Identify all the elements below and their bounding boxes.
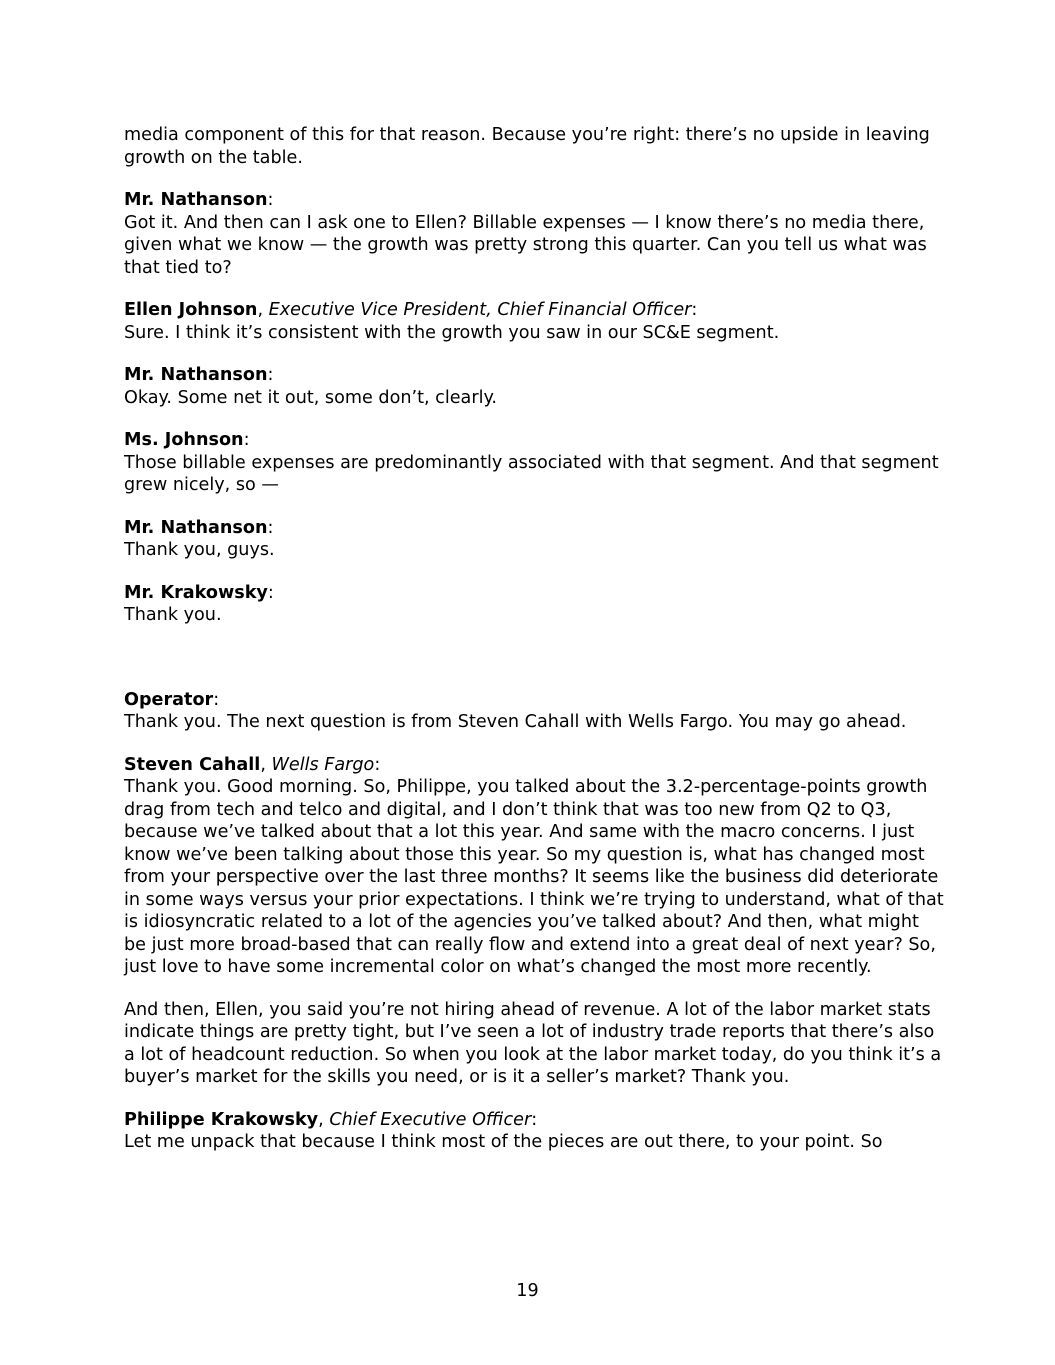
speaker-name: Ellen Johnson	[124, 300, 258, 320]
speaker-text: Thank you.	[124, 605, 222, 625]
transcript-paragraph	[124, 999, 944, 1089]
speaker-line: Mr. Krakowsky:	[124, 582, 274, 603]
speaker-title: Executive Vice President, Chief Financial Officer	[268, 300, 692, 320]
speaker-line: Philippe Krakowsky, Chief Executive Officer:	[124, 1109, 538, 1130]
speaker-turn	[124, 517, 944, 562]
speaker-turn	[124, 1109, 944, 1154]
speaker-line: Ms. Johnson:	[124, 430, 250, 450]
page-number: 19	[516, 1281, 539, 1301]
paragraph-text: And then, Ellen, you said you’re not hiring ahead of revenue. A lot of the labor market stats indicate things are pretty tight, but I’ve seen a lot of industry trade reports that there’s also a lot of headcount reduction. So when you look at the labor market today, do you think it’s a buyer’s market for the skills you need, or is it a seller’s market? Thank you.	[124, 999, 942, 1087]
speaker-name: Mr. Nathanson	[124, 190, 268, 210]
speaker-name: Mr. Nathanson	[124, 365, 268, 385]
speaker-line: Operator:	[124, 689, 220, 710]
speaker-text: Thank you. The next question is from Steven Cahall with Wells Fargo. You may go ahead.	[124, 712, 907, 732]
speaker-text: Those billable expenses are predominantly associated with that segment. And that segment grew nicely, so —	[124, 452, 939, 495]
speaker-title: Wells Fargo	[271, 754, 375, 775]
speaker-name: Steven Cahall	[124, 754, 261, 775]
transcript-paragraph	[124, 124, 944, 169]
speaker-turn	[124, 299, 944, 344]
speaker-line: Mr. Nathanson:	[124, 190, 274, 210]
speaker-title: Chief Executive Officer	[329, 1109, 532, 1130]
speaker-turn	[124, 754, 944, 979]
speaker-text: Let me unpack that because I think most of the pieces are out there, to your point. So	[124, 1132, 883, 1152]
speaker-name: Ms. Johnson	[124, 430, 244, 450]
speaker-text: Got it. And then can I ask one to Ellen? Billable expenses — I know there’s no media there, given what we know — the growth was pretty strong this quarter. Can you tell us what was that tied to?	[124, 212, 927, 278]
speaker-name: Operator	[124, 689, 214, 710]
speaker-turn	[124, 582, 944, 627]
speaker-turn	[124, 364, 944, 409]
speaker-name: Mr. Nathanson	[124, 517, 268, 538]
paragraph-text: media component of this for that reason. Because you’re right: there’s no upside in leaving growth on the table.	[124, 125, 930, 168]
speaker-text: Thank you. Good morning. So, Philippe, you talked about the 3.2-percentage-points growth drag from tech and telco and digital, and I don’t think that was too new from Q2 to Q3, because we’ve talked about that a lot this year. And same with the macro concerns. I just know we’ve been talking about those this year. So my question is, what has changed most from your perspective over the last three months? It seems like the business did deteriorate in some ways versus your prior expectations. I think we’re trying to understand, what of that is idiosyncratic related to a lot of the agencies you’ve talked about? And then, what might be just more broad-based that can really flow and extend into a great deal of next year? So, just love to have some incremental color on what’s changed the most more recently.	[124, 777, 944, 977]
speaker-name: Mr. Krakowsky	[124, 582, 268, 603]
speaker-turn	[124, 429, 944, 497]
speaker-name: Philippe Krakowsky	[124, 1109, 319, 1130]
speaker-line: Mr. Nathanson:	[124, 365, 274, 385]
speaker-line: Steven Cahall, Wells Fargo:	[124, 754, 381, 775]
speaker-text: Thank you, guys.	[124, 540, 275, 560]
speaker-turn	[124, 189, 944, 279]
speaker-text: Okay. Some net it out, some don’t, clearly.	[124, 387, 497, 408]
speaker-line: Ellen Johnson, Executive Vice President, Chief Financial Officer:	[124, 300, 698, 320]
speaker-line: Mr. Nathanson:	[124, 517, 274, 538]
transcript-page	[124, 124, 944, 1174]
speaker-text: Sure. I think it’s consistent with the growth you saw in our SC&E segment.	[124, 322, 780, 343]
speaker-turn	[124, 689, 944, 734]
